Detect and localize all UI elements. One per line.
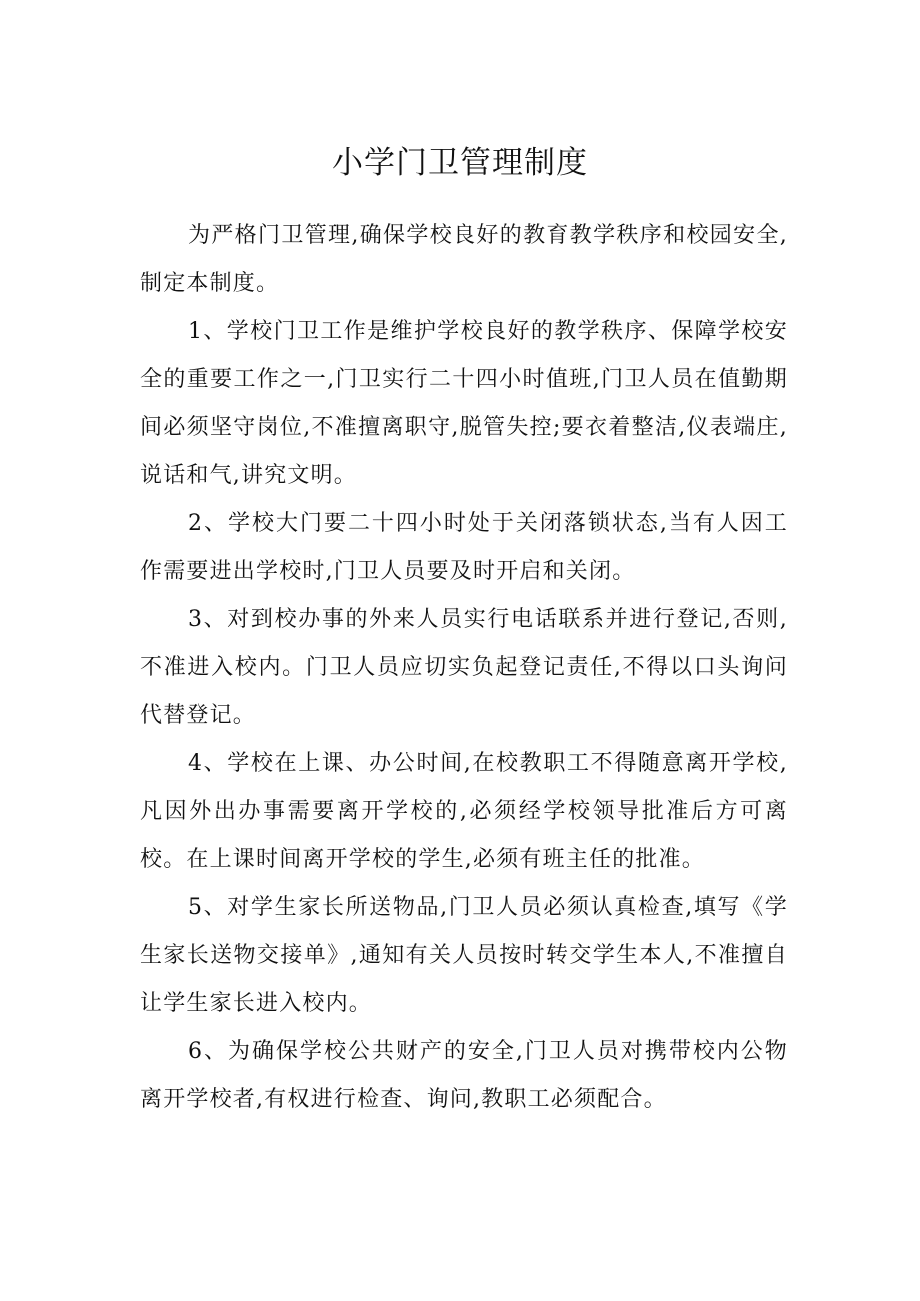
document-body [140,212,788,1124]
rule-paragraph-2: 2、学校大门要二十四小时处于关闭落锁状态,当有人因工作需要进出学校时,门卫人员要及时开启和关闭。 [140,511,788,584]
rule-paragraph-4: 4、学校在上课、办公时间,在校教职工不得随意离开学校,凡因外出办事需要离开学校的,必须经学校领导批准后方可离校。在上课时间离开学校的学生,必须有班主任的批准。 [140,751,788,872]
rule-paragraph-6: 6、为确保学校公共财产的安全,门卫人员对携带校内公物离开学校者,有权进行检查、询问,教职工必须配合。 [140,1039,788,1112]
rule-paragraph-1: 1、学校门卫工作是维护学校良好的教学秩序、保障学校安全的重要工作之一,门卫实行二十四小时值班,门卫人员在值勤期间必须坚守岗位,不准擅离职守,脱管失控;要衣着整洁,仪表端庄,说话和气,讲究文明。 [140,319,788,488]
intro-paragraph: 为严格门卫管理,确保学校良好的教育教学秩序和校园安全,制定本制度。 [140,223,788,296]
rule-paragraph-5: 5、对学生家长所送物品,门卫人员必须认真检查,填写《学生家长送物交接单》,通知有关人员按时转交学生本人,不准擅自让学生家长进入校内。 [140,895,788,1016]
document-title: 小学门卫管理制度 [332,145,588,181]
rule-paragraph-3: 3、对到校办事的外来人员实行电话联系并进行登记,否则,不准进入校内。门卫人员应切实负起登记责任,不得以口头询问代替登记。 [140,607,788,728]
